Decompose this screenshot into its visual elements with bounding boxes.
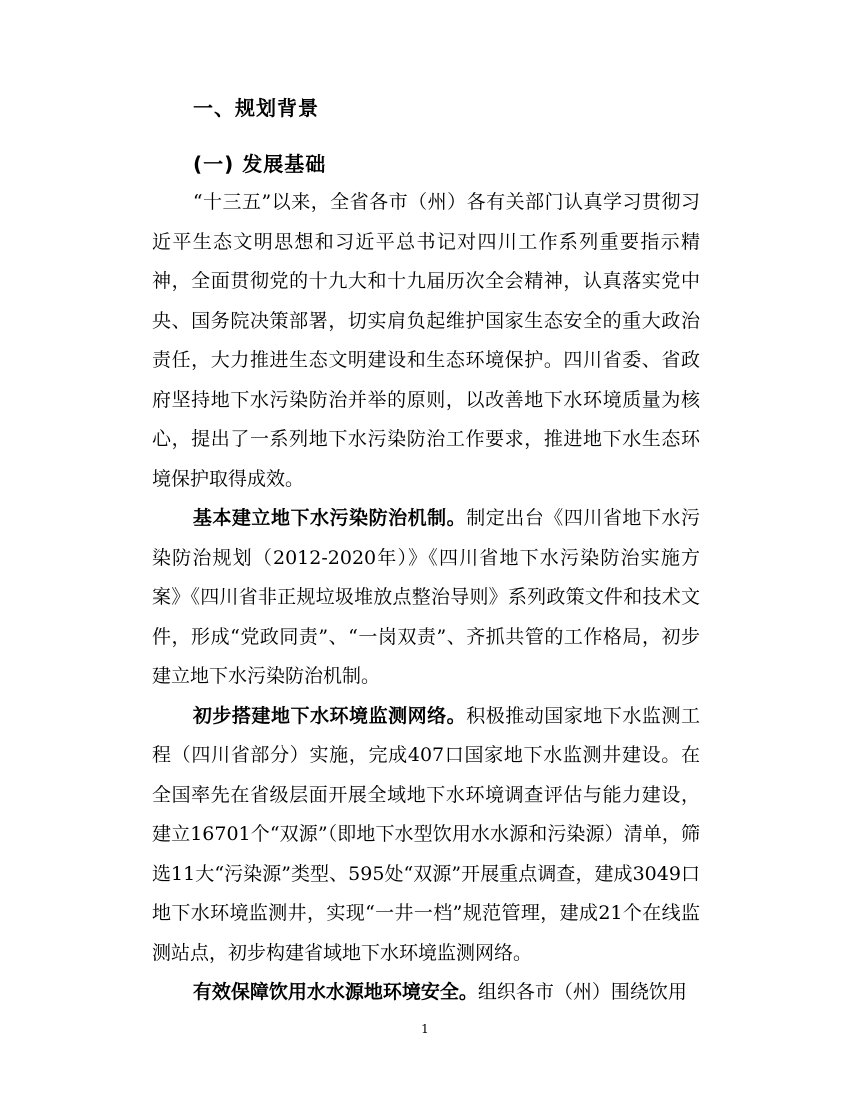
paragraph-mechanism	[152, 499, 700, 697]
paragraph-lead: 有效保障饮用水水源地环境安全。	[192, 981, 478, 1003]
paragraph-lead: 初步搭建地下水环境监测网络。	[192, 704, 467, 727]
paragraph-monitoring	[152, 697, 700, 974]
section-heading: 一、规划背景	[193, 96, 319, 120]
page-number: 1	[421, 1022, 429, 1036]
subsection-heading: (一) 发展基础	[193, 152, 327, 176]
paragraph-text: 组织各市（州）围绕饮用	[477, 981, 687, 1003]
paragraph-lead: 基本建立地下水污染防治机制。	[192, 507, 467, 529]
body-text	[152, 183, 700, 1013]
paragraph-text: 制定出台《四川省地下水污染防治规划（2012-2020年）》《四川省地下水污染防治实施方案》《四川省非正规垃圾堆放点整治导则》系列政策文件和技术文件，形成“党政同责”、“一岗双责”、齐抓共管的工作格局，初步建立地下水污染防治机制。	[152, 507, 700, 687]
paragraph-text: 积极推动国家地下水监测工程（四川省部分）实施，完成407口国家地下水监测井建设。在全国率先在省级层面开展全域地下水环境调查评估与能力建设，建立16701个“双源”（即地下水型饮用水水源和污染源）清单，筛选11大“污染源”类型、595处“双源”开展重点调查，建成3049口地下水环境监测井，实现“一井一档”规范管理，建成21个在线监测站点，初步构建省域地下水环境监测网络。	[152, 704, 700, 964]
paragraph-intro	[152, 183, 700, 499]
paragraph-drinking-water	[152, 973, 700, 1013]
paragraph-text: “十三五”以来，全省各市（州）各有关部门认真学习贯彻习近平生态文明思想和习近平总书记对四川工作系列重要指示精神，全面贯彻党的十九大和十九届历次全会精神，认真落实党中央、国务院决策部署，切实肩负起维护国家生态安全的重大政治责任，大力推进生态文明建设和生态环境保护。四川省委、省政府坚持地下水污染防治并举的原则，以改善地下水环境质量为核心，提出了一系列地下水污染防治工作要求，推进地下水生态环境保护取得成效。	[152, 191, 700, 490]
